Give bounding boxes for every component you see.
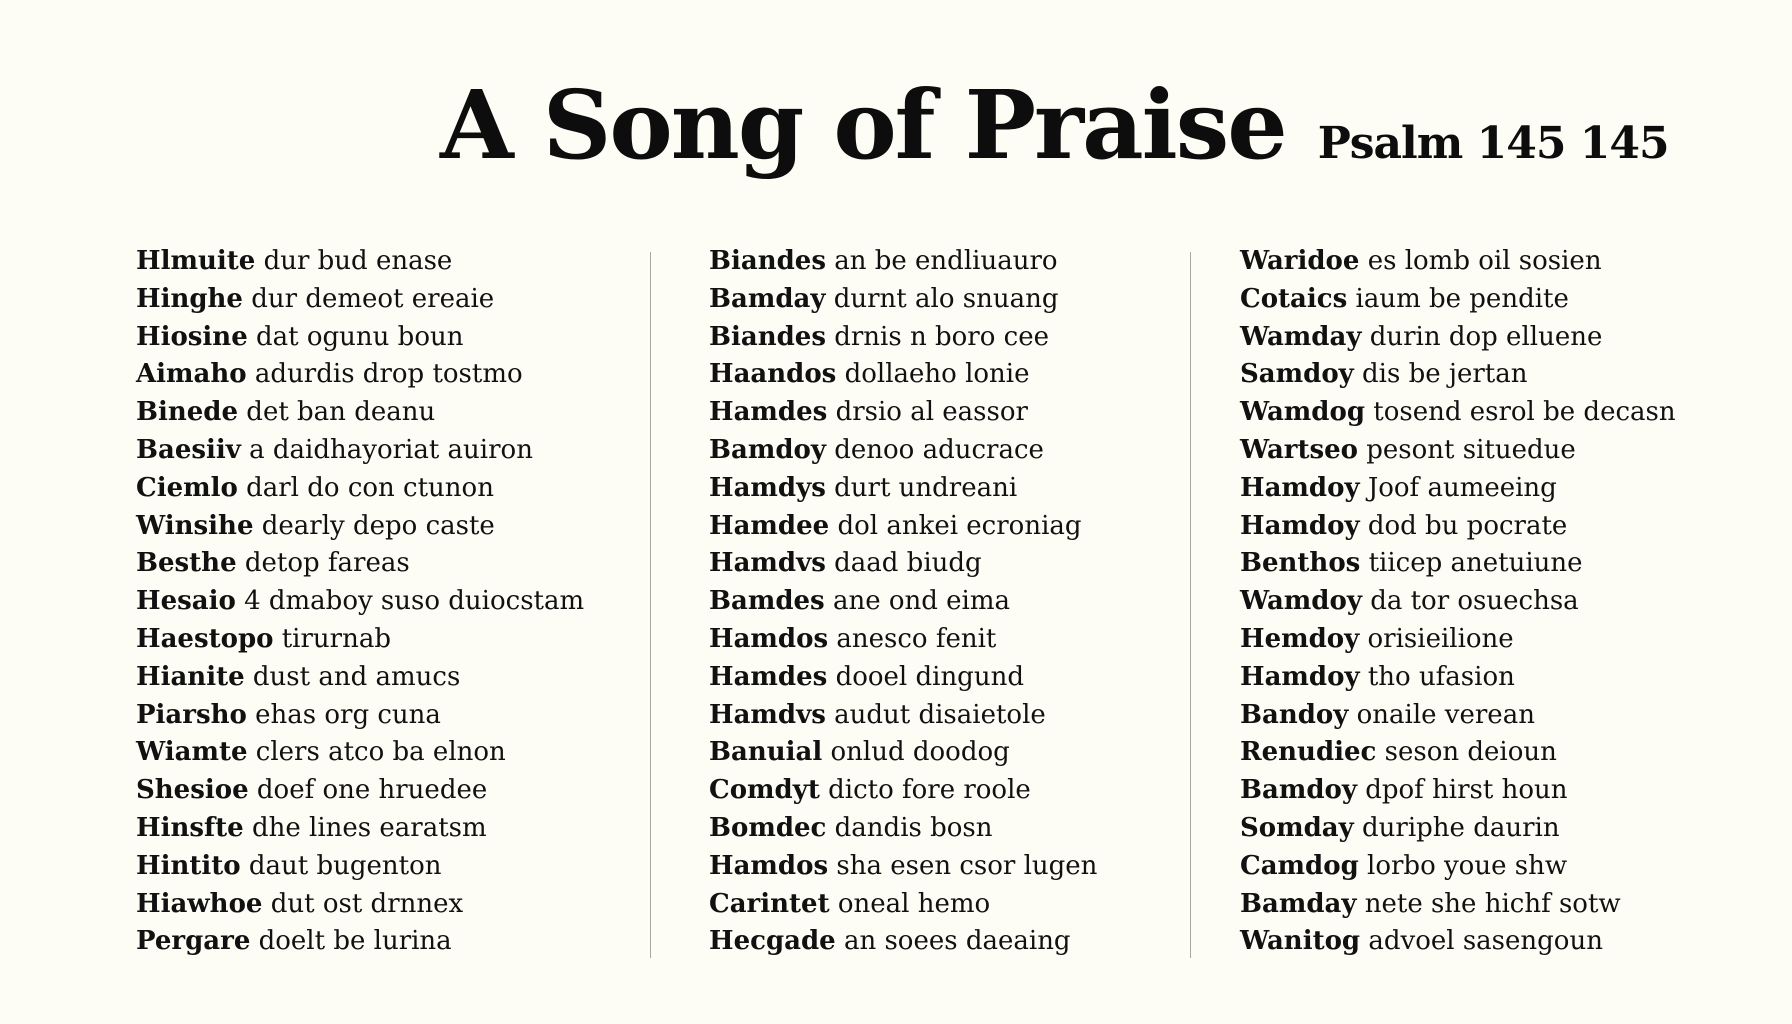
- page-subtitle: Psalm 145 145: [1317, 118, 1669, 169]
- verse-line: [1240, 734, 1676, 772]
- verse-line: [1240, 697, 1676, 735]
- text-column-1: [136, 243, 584, 961]
- verse-line-lead: Hiawhoe: [136, 888, 263, 919]
- verse-line: [709, 545, 1097, 583]
- verse-line: [136, 734, 584, 772]
- verse-line-lead: Hlmuite: [136, 246, 256, 276]
- verse-line-text: sha esen csor lugen: [836, 850, 1098, 881]
- verse-line-text: 4 dmaboy suso duiocstam: [244, 586, 585, 617]
- verse-line: [709, 281, 1097, 319]
- verse-line-lead: Wartseo: [1240, 434, 1359, 465]
- verse-line-lead: Piarsho: [136, 699, 247, 730]
- verse-line-text: clers atco ba elnon: [255, 737, 506, 768]
- verse-line-text: dhe lines earatsm: [252, 812, 487, 843]
- verse-line: [136, 697, 584, 735]
- verse-line: [709, 772, 1097, 810]
- verse-line: [1240, 432, 1676, 470]
- verse-line-text: ane ond eima: [832, 586, 1011, 617]
- verse-line: [136, 772, 584, 810]
- verse-line-text: dat ogunu boun: [256, 321, 464, 352]
- verse-line-lead: Hinsfte: [136, 812, 244, 843]
- verse-line: [136, 470, 584, 508]
- verse-line-text: dut ost drnnex: [270, 888, 464, 919]
- verse-line-lead: Hamdoy: [1240, 472, 1360, 503]
- verse-line-text: duriphe daurin: [1362, 812, 1560, 843]
- verse-line-lead: Hemdoy: [1240, 623, 1360, 654]
- verse-line: [1240, 810, 1676, 848]
- verse-line: [136, 243, 584, 281]
- verse-line-lead: Baesiiv: [136, 434, 241, 465]
- page-title: A Song of Praise: [440, 70, 1286, 181]
- verse-line-lead: Samdoy: [1240, 359, 1354, 390]
- verse-line-lead: Hintito: [136, 850, 241, 881]
- verse-line-lead: Aimaho: [136, 359, 247, 390]
- verse-line-text: dur bud enase: [263, 246, 453, 276]
- verse-line-lead: Somday: [1240, 812, 1354, 843]
- verse-line-text: drsio al eassor: [835, 397, 1028, 428]
- verse-line-text: durt undreani: [834, 472, 1018, 503]
- verse-line-text: anesco fenit: [836, 623, 997, 654]
- verse-line-text: oneal hemo: [837, 888, 991, 919]
- verse-line: [709, 659, 1097, 697]
- verse-line-lead: Hamdvs: [709, 548, 826, 579]
- verse-line-text: doelt be lurina: [258, 926, 452, 957]
- verse-line-text: es lomb oil sosien: [1367, 246, 1602, 276]
- verse-line-lead: Hamdos: [709, 850, 829, 881]
- verse-line: [709, 470, 1097, 508]
- verse-line: [1240, 356, 1676, 394]
- verse-line: [709, 394, 1097, 432]
- verse-line-lead: Bomdec: [709, 812, 827, 843]
- verse-line-text: lorbo youe shw: [1367, 850, 1568, 881]
- verse-line-text: da tor osuechsa: [1370, 586, 1579, 617]
- verse-line-text: tiicep anetuiune: [1368, 548, 1583, 579]
- verse-line-text: dpof hirst houn: [1365, 775, 1568, 806]
- column-divider: [1190, 252, 1191, 958]
- verse-line-lead: Bandoy: [1240, 699, 1349, 730]
- text-column-2: [709, 243, 1097, 961]
- verse-line-text: detop fareas: [244, 548, 410, 579]
- verse-line-text: dust and amucs: [252, 661, 461, 692]
- verse-line: [709, 319, 1097, 357]
- verse-line-lead: Hamdvs: [709, 699, 826, 730]
- verse-line-text: darl do con ctunon: [246, 472, 494, 503]
- verse-line: [136, 810, 584, 848]
- verse-line-text: denoo aducrace: [834, 434, 1044, 465]
- verse-line-lead: Hamdos: [709, 623, 829, 654]
- verse-line-lead: Hamdys: [709, 472, 826, 503]
- verse-line-lead: Renudiec: [1240, 737, 1377, 768]
- verse-line-text: Joof aumeeing: [1367, 472, 1557, 503]
- verse-line-lead: Hamdes: [709, 397, 828, 428]
- verse-line-lead: Waridoe: [1240, 246, 1360, 276]
- verse-line: [136, 508, 584, 546]
- verse-line-text: nete she hichf sotw: [1364, 888, 1621, 919]
- verse-line: [136, 886, 584, 924]
- verse-line-text: dicto fore roole: [828, 775, 1031, 806]
- verse-line-text: seson deioun: [1384, 737, 1557, 768]
- verse-line-lead: Hamdes: [709, 661, 828, 692]
- verse-line: [709, 734, 1097, 772]
- verse-line-text: tosend esrol be decasn: [1373, 397, 1676, 428]
- verse-line-text: dur demeot ereaie: [251, 283, 495, 314]
- verse-line: [136, 545, 584, 583]
- verse-line: [709, 583, 1097, 621]
- verse-line-text: dod bu pocrate: [1367, 510, 1568, 541]
- verse-line: [709, 923, 1097, 961]
- verse-line-lead: Hianite: [136, 661, 245, 692]
- verse-line-lead: Biandes: [709, 321, 826, 352]
- verse-line-lead: Besthe: [136, 548, 237, 579]
- verse-line: [709, 243, 1097, 281]
- verse-line-lead: Wanitog: [1240, 926, 1361, 957]
- verse-line: [136, 394, 584, 432]
- verse-line-lead: Bamdoy: [709, 434, 826, 465]
- verse-line-text: daut bugenton: [248, 850, 442, 881]
- verse-line-text: a daidhayoriat auiron: [249, 434, 533, 465]
- verse-line-text: onaile verean: [1356, 699, 1535, 730]
- verse-line-lead: Winsihe: [136, 510, 254, 541]
- verse-line-lead: Hecgade: [709, 926, 836, 957]
- verse-line-lead: Hiosine: [136, 321, 248, 352]
- verse-line-lead: Bamday: [709, 283, 826, 314]
- verse-line-lead: Bamday: [1240, 888, 1357, 919]
- verse-line-lead: Cotaics: [1240, 283, 1348, 314]
- verse-line-text: an be endliuauro: [834, 246, 1058, 276]
- verse-line: [136, 356, 584, 394]
- verse-line: [709, 621, 1097, 659]
- verse-line-lead: Hamdoy: [1240, 510, 1360, 541]
- verse-line-text: tho ufasion: [1367, 661, 1515, 692]
- verse-line-text: daad biudg: [834, 548, 982, 579]
- verse-line: [709, 432, 1097, 470]
- verse-line-text: pesont situedue: [1366, 434, 1576, 465]
- verse-line: [1240, 319, 1676, 357]
- verse-line-lead: Wiamte: [136, 737, 248, 768]
- verse-line-text: durin dop elluene: [1369, 321, 1603, 352]
- verse-line-lead: Pergare: [136, 926, 251, 957]
- verse-line: [709, 508, 1097, 546]
- verse-line-text: dooel dingund: [835, 661, 1024, 692]
- verse-line-lead: Comdyt: [709, 775, 820, 806]
- verse-line: [136, 319, 584, 357]
- verse-line-text: onlud doodog: [830, 737, 1010, 768]
- verse-line: [1240, 394, 1676, 432]
- verse-line-lead: Hesaio: [136, 586, 236, 617]
- verse-line-lead: Haestopo: [136, 623, 274, 654]
- verse-line-text: dis be jertan: [1362, 359, 1528, 390]
- verse-line-text: det ban deanu: [246, 397, 436, 428]
- verse-line-text: dearly depo caste: [261, 510, 495, 541]
- verse-line-text: doef one hruedee: [256, 775, 488, 806]
- verse-line: [1240, 621, 1676, 659]
- verse-line-text: orisieilione: [1367, 623, 1514, 654]
- verse-line-lead: Bamdoy: [1240, 775, 1357, 806]
- verse-line: [709, 848, 1097, 886]
- verse-line-text: dol ankei ecroniag: [837, 510, 1082, 541]
- verse-line-lead: Banuial: [709, 737, 823, 768]
- verse-line: [709, 886, 1097, 924]
- verse-line-text: dollaeho lonie: [844, 359, 1030, 390]
- page-header: [440, 70, 1669, 181]
- verse-line: [1240, 281, 1676, 319]
- verse-line-lead: Wamdog: [1240, 397, 1365, 428]
- verse-line: [136, 923, 584, 961]
- verse-line-lead: Biandes: [709, 246, 826, 276]
- verse-line: [1240, 772, 1676, 810]
- verse-line-lead: Shesioe: [136, 775, 249, 806]
- verse-line-lead: Bamdes: [709, 586, 825, 617]
- verse-line: [136, 583, 584, 621]
- verse-line-text: durnt alo snuang: [833, 283, 1059, 314]
- verse-line-text: adurdis drop tostmo: [254, 359, 523, 390]
- verse-line-text: dandis bosn: [834, 812, 993, 843]
- verse-line: [1240, 508, 1676, 546]
- verse-line-lead: Ciemlo: [136, 472, 238, 503]
- verse-line: [136, 281, 584, 319]
- verse-line-lead: Camdog: [1240, 850, 1359, 881]
- verse-line: [1240, 583, 1676, 621]
- verse-line: [1240, 470, 1676, 508]
- text-column-3: [1240, 243, 1676, 961]
- verse-line: [136, 848, 584, 886]
- verse-line-lead: Hamdoy: [1240, 661, 1360, 692]
- verse-line: [136, 659, 584, 697]
- verse-line-text: tirurnab: [281, 623, 391, 654]
- verse-line-lead: Hamdee: [709, 510, 830, 541]
- verse-line: [1240, 545, 1676, 583]
- verse-line-text: advoel sasengoun: [1368, 926, 1603, 957]
- verse-line: [1240, 886, 1676, 924]
- verse-line: [1240, 848, 1676, 886]
- verse-line-lead: Binede: [136, 397, 239, 428]
- column-divider: [650, 252, 651, 958]
- verse-line: [709, 697, 1097, 735]
- verse-line: [709, 356, 1097, 394]
- verse-line-lead: Benthos: [1240, 548, 1361, 579]
- verse-line: [136, 432, 584, 470]
- verse-line-text: drnis n boro cee: [834, 321, 1049, 352]
- verse-line-lead: Haandos: [709, 359, 837, 390]
- verse-line-text: iaum be pendite: [1355, 283, 1569, 314]
- verse-line-lead: Carintet: [709, 888, 830, 919]
- verse-line-text: audut disaietole: [834, 699, 1046, 730]
- verse-line-text: an soees daeaing: [843, 926, 1071, 957]
- verse-line: [136, 621, 584, 659]
- verse-line: [1240, 243, 1676, 281]
- verse-line: [1240, 923, 1676, 961]
- verse-line-lead: Wamdoy: [1240, 586, 1362, 617]
- verse-line-lead: Hinghe: [136, 283, 243, 314]
- verse-line: [709, 810, 1097, 848]
- verse-line: [1240, 659, 1676, 697]
- verse-line-text: ehas org cuna: [255, 699, 441, 730]
- verse-line-lead: Wamday: [1240, 321, 1362, 352]
